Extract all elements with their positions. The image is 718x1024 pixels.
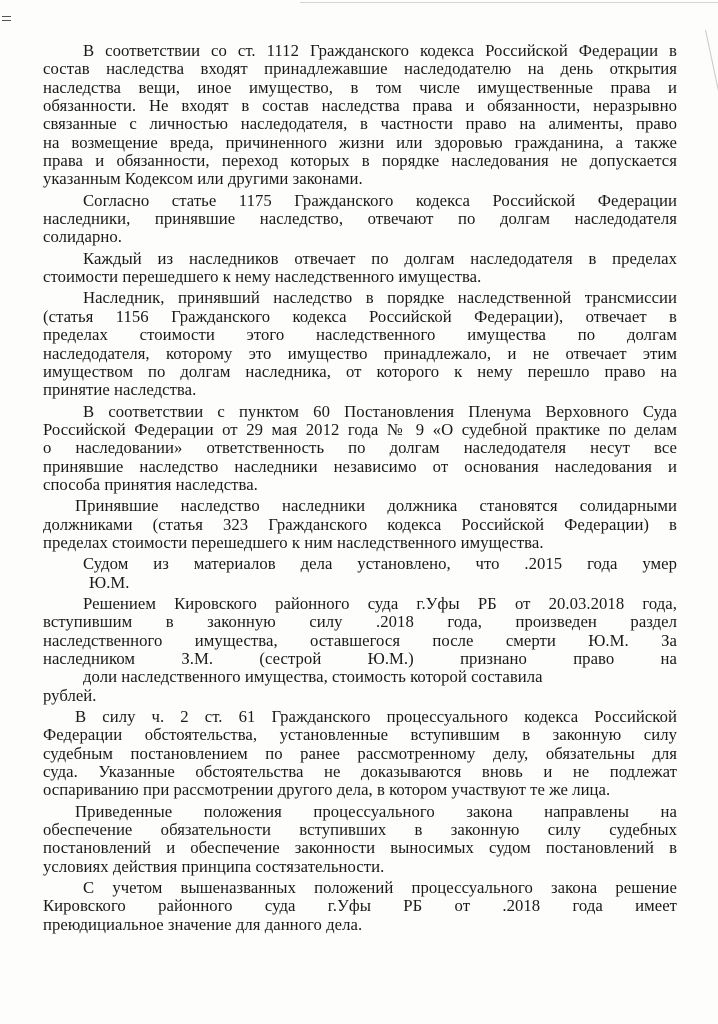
text-line: имуществом по долгам наследника, от которого к нему перешло право на: [43, 361, 677, 381]
paragraph-transmission: [43, 289, 677, 399]
paragraph-prejudice-rule: [43, 708, 677, 800]
paragraph-conclusion: [43, 879, 677, 934]
text-line: В соответствии со ст. 1112 Гражданского кодекса Российской Федерации в: [83, 41, 677, 60]
text-line: Кировского районного суда г.Уфы РБ от .2018 года имеет: [43, 896, 677, 916]
text-line: принятие наследства.: [43, 380, 197, 400]
text-line: принявшие наследство наследники независимо от основания наследования и: [43, 456, 677, 476]
paragraph-court-established: [43, 555, 677, 592]
paragraph-district-court-decision: [43, 595, 677, 705]
text-line: рублей.: [43, 685, 97, 705]
text-line: постановлений и обеспечение законности выносимых судом постановлений в: [43, 838, 677, 858]
paragraph-each-heir-liability: [43, 250, 677, 287]
text-line: Приведенные положения процессуального закона направлены на: [75, 801, 677, 821]
text-line: должниками (статья 323 Гражданского кодекса Российской Федерации) в: [43, 514, 677, 534]
paragraph-inheritance-composition: [43, 42, 677, 189]
text-line: пределах стоимости перешедшего к ним наследственного имущества.: [43, 532, 544, 552]
text-line: наследники, принявшие наследство, отвечают по долгам наследодателя: [43, 209, 677, 229]
text-line: Российской Федерации от 29 мая 2012 года № 9 «О судебной практике по делам: [43, 419, 677, 439]
paragraph-joint-debtors: [43, 497, 677, 552]
text-line: Наследник, принявший наследство в порядке наследственной трансмиссии: [83, 288, 677, 308]
scan-corner-mark: [2, 16, 11, 26]
text-line: Решением Кировского районного суда г.Уфы РБ от 20.03.2018 года,: [83, 593, 677, 613]
text-line: состав наследства входят принадлежавшие наследодателю на день открытия: [43, 59, 677, 79]
paragraph-article-1175: [43, 192, 677, 247]
text-line: солидарно.: [43, 227, 122, 247]
text-line: Федерации обстоятельства, установленные вступившим в законную силу: [43, 725, 677, 745]
text-line: условиях действия принципа состязательности.: [43, 856, 385, 876]
scan-edge-line-top: [300, 2, 718, 3]
text-line: Принявшие наследство наследники должника становятся солидарными: [75, 496, 677, 516]
text-line: суда. Указанные обстоятельства не доказываются вновь и не подлежат: [43, 762, 677, 782]
text-line: Ю.М.: [89, 572, 130, 592]
text-line: наследства вещи, иное имущество, в том числе имущественные права и: [43, 77, 677, 97]
text-line: (статья 1156 Гражданского кодекса Российской Федерации), отвечает в: [43, 306, 677, 326]
text-line: Каждый из наследников отвечает по долгам наследодателя в пределах: [83, 248, 677, 268]
text-line: наследодателя, которому это имущество принадлежало, и не отвечает этим: [43, 343, 677, 363]
text-line: о наследовании» ответственность по долгам наследодателя несут все: [43, 438, 677, 458]
paragraph-plenum-resolution: [43, 403, 677, 495]
text-line: стоимости перешедшего к нему наследственного имущества.: [43, 267, 482, 287]
text-line: способа принятия наследства.: [43, 474, 258, 494]
text-line: С учетом вышеназванных положений процессуального закона решение: [83, 878, 677, 898]
text-line: вступившим в законную силу .2018 года, произведен раздел: [43, 612, 677, 632]
text-line: наследственного имущества, оставшегося после смерти Ю.М. За: [43, 630, 677, 650]
text-line: В силу ч. 2 ст. 61 Гражданского процессуального кодекса Российской: [75, 707, 677, 727]
document-body: [43, 42, 677, 937]
text-line: пределах стоимости этого наследственного имущества по долгам: [43, 325, 677, 345]
text-line: обязанности. Не входят в состав наследства права и обязанности, неразрывно: [43, 96, 677, 116]
text-line: судебным постановлением по ранее рассмотренному делу, обязательны для: [43, 743, 677, 763]
text-line: преюдициальное значение для данного дела.: [43, 914, 363, 934]
text-line: оспариванию при рассмотрении другого дела, в котором участвуют те же лица.: [43, 780, 611, 800]
text-line: наследником З.М. (сестрой Ю.М.) признано право на: [43, 649, 677, 668]
scan-edge-line-right: [705, 30, 718, 148]
text-line: Согласно статье 1175 Гражданского кодекса Российской Федерации: [83, 190, 677, 210]
text-line: связанные с личностью наследодателя, в частности право на алименты, право: [43, 114, 677, 134]
text-line: доли наследственного имущества, стоимость которой составила: [83, 667, 543, 687]
text-line: права и обязанности, переход которых в порядке наследования не допускается: [43, 151, 677, 171]
text-line: В соответствии с пунктом 60 Постановления Пленума Верховного Суда: [83, 401, 677, 421]
text-line: обеспечение обязательности вступивших в законную силу судебных: [43, 820, 677, 840]
text-line: Судом из материалов дела установлено, что .2015 года умер: [83, 554, 677, 574]
text-line: указанным Кодексом или другими законами.: [43, 169, 363, 189]
text-line: на возмещение вреда, причиненного жизни или здоровью гражданина, а также: [43, 132, 677, 152]
paragraph-procedural-provisions: [43, 803, 677, 876]
